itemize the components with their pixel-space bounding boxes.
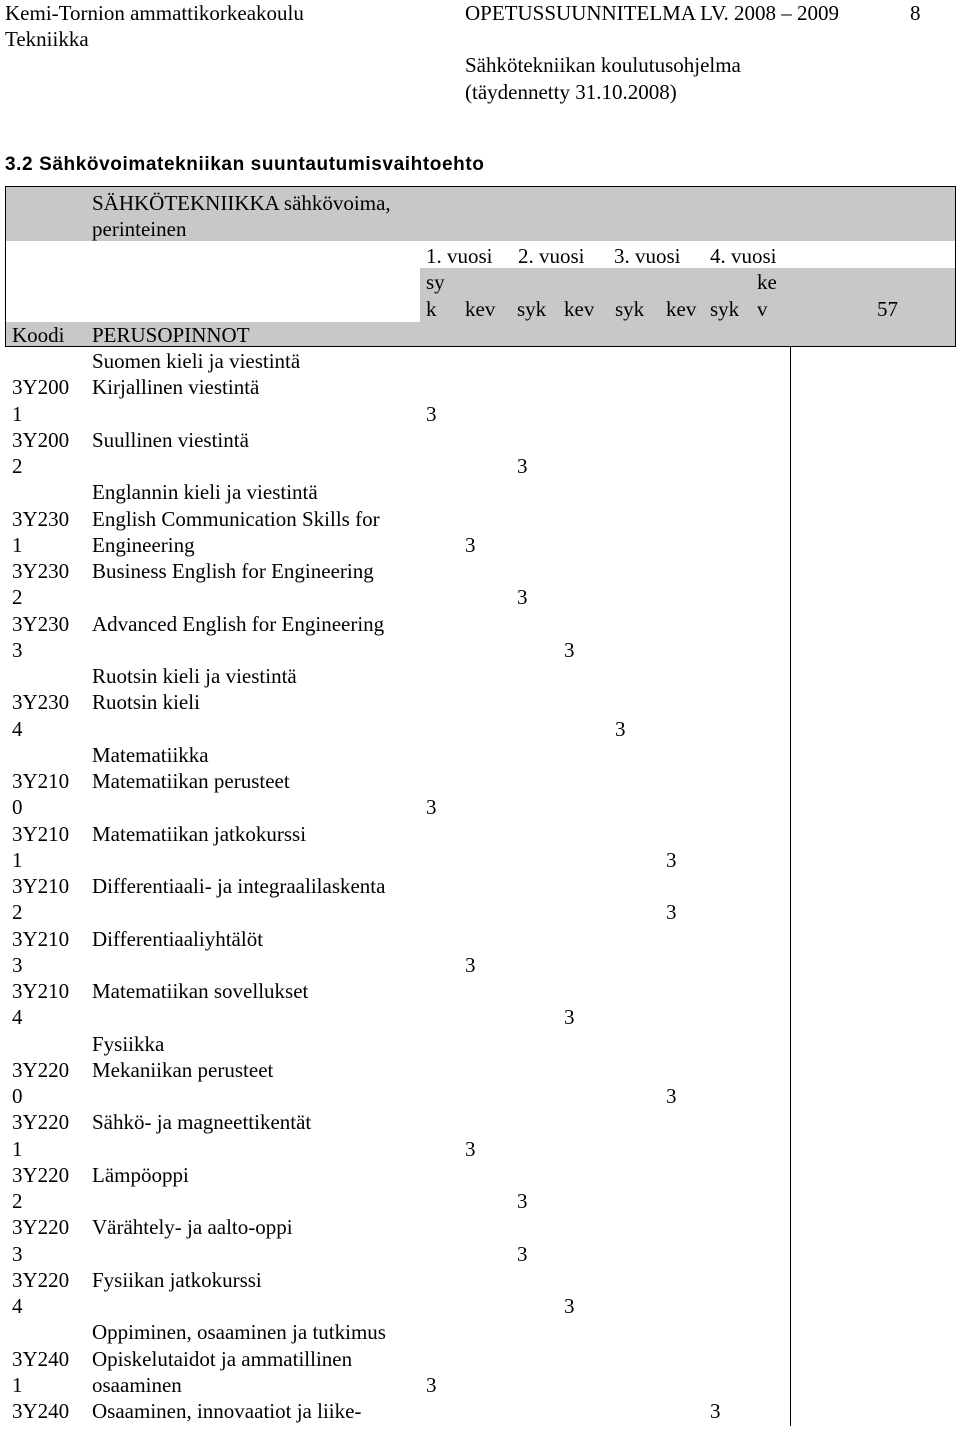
institution-unit: Tekniikka [5,27,89,51]
course-name: Matematiikan perusteet [92,769,290,793]
course-credits: 3 [564,1005,575,1030]
course-credits: 3 [666,1084,677,1108]
semester-kev-1: kev [465,297,496,321]
course-name: Ruotsin kieli [92,690,200,715]
course-code: 3Y210 [12,821,70,846]
course-name: Sähkö- ja magneettikentät [92,1110,312,1135]
course-code: 3Y220 [12,1215,70,1240]
course-name: Fysiikan jatkokurssi [92,1267,262,1292]
course-name: Business English for Engineering [92,559,374,583]
course-name: Värähtely- ja aalto-oppi [92,1215,293,1240]
course-name: Differentiaali- ja integraalilaskenta [92,874,386,898]
course-code: 3Y230 [12,559,70,583]
institution-name: Kemi-Tornion ammattikorkeakoulu [5,1,304,25]
course-name: Suullinen viestintä [92,427,249,452]
course-name: Ruotsin kieli ja viestintä [92,664,297,688]
course-code: 0 [12,795,23,820]
course-code: 3Y230 [12,506,70,531]
course-name: Suomen kieli ja viestintä [92,349,301,373]
semester-top-1: sy [426,270,445,294]
course-credits: 3 [564,637,575,662]
course-code: 4 [12,1005,23,1030]
course-name: Matematiikan sovellukset [92,979,309,1003]
course-code: 3 [12,637,23,662]
course-code: 1 [12,401,23,426]
table-top-rule [5,186,956,187]
course-code: 1 [12,847,23,872]
page-number: 8 [910,1,921,25]
course-credits: 3 [517,454,528,478]
course-name: Osaaminen, innovaatiot ja liike- [92,1399,362,1423]
course-credits: 3 [426,401,437,426]
course-code: 3Y240 [12,1399,70,1423]
course-name: Kirjallinen viestintä [92,375,260,400]
code-column-label: Koodi [12,323,65,347]
course-code: 2 [12,1189,23,1213]
table-left-rule [5,186,6,346]
course-code: 0 [12,1084,23,1108]
course-credits: 3 [564,1294,575,1318]
semester-kev-4: v [757,297,768,321]
course-credits: 3 [426,1372,437,1397]
course-name: Oppiminen, osaaminen ja tutkimus [92,1320,386,1345]
year-2-label: 2. vuosi [518,244,585,268]
course-name: Matematiikka [92,742,209,767]
course-name: Englannin kieli ja viestintä [92,480,318,505]
course-credits: 3 [517,1189,528,1213]
course-name: Differentiaaliyhtälöt [92,926,264,951]
course-credits: 3 [426,795,437,820]
year-1-label: 1. vuosi [426,244,493,268]
course-name: Fysiikka [92,1031,165,1056]
course-code: 4 [12,716,23,741]
course-code: 3Y230 [12,611,70,636]
course-credits: 3 [465,952,476,977]
course-code: 3Y220 [12,1110,70,1135]
course-credits: 3 [465,532,476,557]
updated-note: (täydennetty 31.10.2008) [465,80,677,104]
course-name: Lämpöoppi [92,1162,189,1187]
total-column-rule [790,346,791,1426]
year-3-label: 3. vuosi [614,244,681,268]
course-code: 3Y220 [12,1267,70,1292]
course-code: 2 [12,454,23,478]
course-code: 3Y200 [12,375,70,400]
semester-kev-3: kev [666,297,697,321]
course-code: 1 [12,532,23,557]
section-title: 3.2 Sähkövoimatekniikan suuntautumisvaihtoehto [5,154,485,175]
course-code: 3Y200 [12,427,70,452]
course-credits: 3 [517,1241,528,1266]
semester-syk-3: syk [615,297,645,321]
semester-syk-4: syk [710,297,740,321]
semester-syk-2: syk [517,297,547,321]
course-name: Opiskelutaidot ja ammatillinen [92,1346,353,1371]
year-4-label: 4. vuosi [710,244,777,268]
document-title: OPETUSSUUNNITELMA LV. 2008 – 2009 [465,1,839,25]
course-code: 3Y220 [12,1057,70,1082]
course-credits: 3 [710,1399,721,1423]
table-title-line2: perinteinen [92,217,187,241]
course-name: Engineering [92,532,195,557]
semester-top-8: ke [757,270,777,294]
program-name: Sähkötekniikan koulutusohjelma [465,53,741,77]
course-credits: 3 [666,847,677,872]
course-name: osaaminen [92,1372,182,1397]
course-code: 3Y240 [12,1346,70,1371]
total-credits: 57 [877,297,898,321]
course-credits: 3 [517,585,528,610]
course-code: 1 [12,1372,23,1397]
course-name: Matematiikan jatkokurssi [92,821,307,846]
course-credits: 3 [666,900,677,925]
course-code: 2 [12,900,23,925]
course-code: 1 [12,1136,23,1161]
course-code: 3 [12,1241,23,1266]
course-credits: 3 [615,716,626,741]
course-code: 3Y230 [12,690,70,715]
semester-kev-2: kev [564,297,595,321]
group-label: PERUSOPINNOT [92,323,250,347]
course-name: Advanced English for Engineering [92,611,385,636]
course-code: 2 [12,585,23,610]
table-right-rule [955,186,956,346]
table-title-line1: SÄHKÖTEKNIIKKA sähkövoima, [92,191,391,215]
course-code: 3 [12,952,23,977]
course-name: Mekaniikan perusteet [92,1057,274,1082]
course-code: 3Y210 [12,874,70,898]
course-code: 3Y210 [12,926,70,951]
semester-syk-1: k [426,297,437,321]
course-code: 3Y210 [12,769,70,793]
course-code: 3Y220 [12,1162,70,1187]
course-name: English Communication Skills for [92,506,380,531]
course-code: 4 [12,1294,23,1318]
course-code: 3Y210 [12,979,70,1003]
course-credits: 3 [465,1136,476,1161]
